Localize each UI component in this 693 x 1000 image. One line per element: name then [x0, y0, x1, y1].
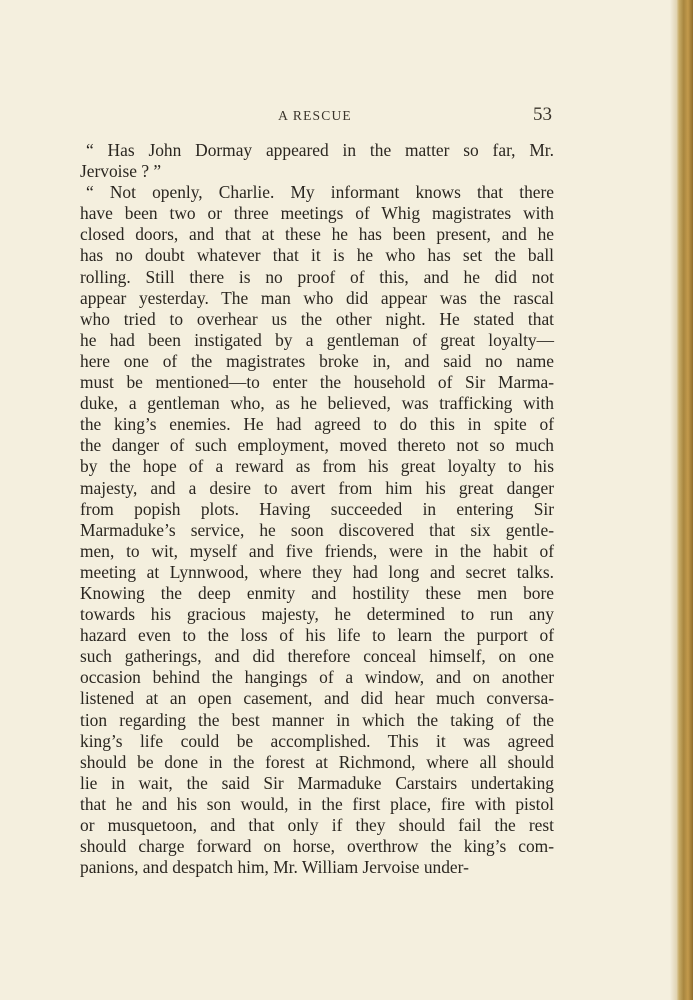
text-line: he had been instigated by a gentleman of great loyalty— — [80, 329, 554, 350]
text-line: Knowing the deep enmity and hostility these men bore — [80, 582, 554, 603]
text-line: have been two or three meetings of Whig magistrates with — [80, 203, 554, 224]
text-line: hazard even to the loss of his life to learn the purport of — [80, 625, 554, 646]
text-line: should charge forward on horse, overthrow the king’s com- — [80, 836, 554, 857]
text-line: should be done in the forest at Richmond, where all should — [80, 751, 554, 772]
text-line: by the hope of a reward as from his great loyalty to his — [80, 456, 554, 477]
page-header — [78, 104, 552, 128]
text-line: must be mentioned—to enter the household of Sir Marma- — [80, 372, 554, 393]
text-line: Marmaduke’s service, he soon discovered that six gentle- — [80, 519, 554, 540]
text-line: majesty, and a desire to avert from him his great danger — [80, 477, 554, 498]
text-line: Jervoise ? ” — [80, 161, 162, 182]
body-text — [80, 140, 554, 878]
text-line: “ Not openly, Charlie. My informant knows that there — [86, 182, 554, 203]
text-line: such gatherings, and did therefore conceal himself, on one — [80, 646, 554, 667]
text-line: king’s life could be accomplished. This it was agreed — [80, 730, 554, 751]
running-title: A RESCUE — [278, 108, 352, 123]
text-line: that he and his son would, in the first place, fire with pistol — [80, 793, 554, 814]
text-line: lie in wait, the said Sir Marmaduke Carstairs undertaking — [80, 772, 554, 793]
text-line: rolling. Still there is no proof of this, and he did not — [80, 266, 554, 287]
text-line: panions, and despatch him, Mr. William Jervoise under- — [80, 857, 469, 878]
text-line: from popish plots. Having succeeded in entering Sir — [80, 498, 554, 519]
text-line: has no doubt whatever that it is he who has set the ball — [80, 245, 554, 266]
text-line: who tried to overhear us the other night. He stated that — [80, 308, 554, 329]
text-line: the danger of such employment, moved thereto not so much — [80, 435, 554, 456]
text-line: here one of the magistrates broke in, and said no name — [80, 350, 554, 371]
text-line: closed doors, and that at these he has been present, and he — [80, 224, 554, 245]
text-line: men, to wit, myself and five friends, were in the habit of — [80, 540, 554, 561]
text-line: tion regarding the best manner in which the taking of the — [80, 709, 554, 730]
text-line: listened at an open casement, and did hear much conversa- — [80, 688, 554, 709]
book-page-edge — [676, 0, 693, 1000]
text-line: “ Has John Dormay appeared in the matter so far, Mr. — [86, 140, 554, 160]
page-number: 53 — [533, 104, 552, 125]
text-line: meeting at Lynnwood, where they had long and secret talks. — [80, 561, 554, 582]
text-line: or musquetoon, and that only if they should fail the rest — [80, 815, 554, 835]
text-line: occasion behind the hangings of a window, and on another — [80, 667, 554, 688]
text-line: appear yesterday. The man who did appear was the rascal — [80, 287, 554, 308]
text-line: the king’s enemies. He had agreed to do this in spite of — [80, 414, 554, 435]
text-line: duke, a gentleman who, as he believed, was trafficking with — [80, 393, 554, 414]
text-line: towards his gracious majesty, he determined to run any — [80, 604, 554, 625]
